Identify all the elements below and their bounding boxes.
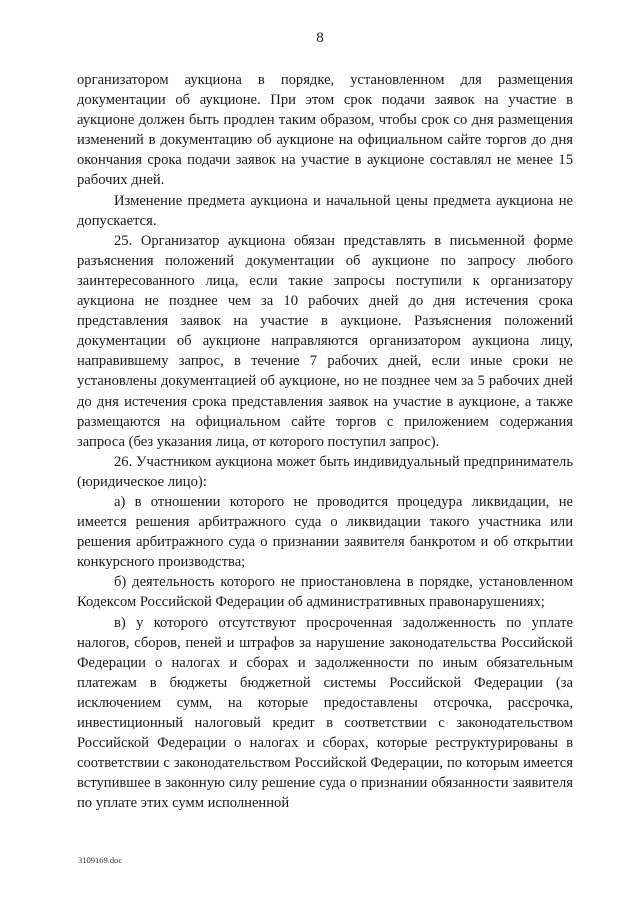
document-body: [77, 70, 573, 813]
paragraph-25: 25. Организатор аукциона обязан представлять в письменной форме разъяснения положений документации об аукционе по запросу любого заинтересованного лица, если такие запросы поступили к организатору аукциона не позднее чем за 10 рабочих дней до дня истечения срока представления заявок на участие в аукционе. Разъяснения положений документации об аукционе направляются организатором аукциона лицу, направившему запрос, в течение 7 рабочих дней, если иные сроки не установлены документацией об аукционе, но не позднее чем за 5 рабочих дней до дня истечения срока представления заявок на участие в аукционе, а также размещаются на официальном сайте торгов с приложением содержания запроса (без указания лица, от которого поступил запрос).: [77, 232, 573, 450]
paragraph-26-b: б) деятельность которого не приостановлена в порядке, установленном Кодексом Российской Федерации об административных правонарушениях;: [77, 574, 573, 611]
document-file-id: 3109169.doc: [78, 855, 123, 865]
paragraph-26-a: а) в отношении которого не проводится процедура ликвидации, не имеется решения арбитражного суда о ликвидации такого участника или решения арбитражного суда о признании заявителя банкротом и об открытии конкурсного производства;: [77, 493, 573, 571]
paragraph-change-restriction: Изменение предмета аукциона и начальной цены предмета аукциона не допускается.: [77, 192, 573, 229]
paragraph-continuation: организатором аукциона в порядке, установленном для размещения документации об аукционе. При этом срок подачи заявок на участие в аукционе должен быть продлен таким образом, чтобы срок со дня размещения изменений в документацию об аукционе на официальном сайте торгов до дня окончания срока подачи заявок на участие в аукционе составлял не менее 15 рабочих дней.: [77, 72, 573, 189]
paragraph-26-c: в) у которого отсутствуют просроченная задолженность по уплате налогов, сборов, пеней и штрафов за нарушение законодательства Российской Федерации о налогах и сборах и задолженности по иным обязательным платежам в бюджеты бюджетной системы Российской Федерации (за исключением сумм, на которые предоставлены отсрочка, рассрочка, инвестиционный налоговый кредит в соответствии с законодательством Российской Федерации о налогах и сборах, которые реструктурированы в соответствии с законодательством Российской Федерации, по которым имеется вступившее в законную силу решение суда о признании обязанности заявителя по уплате этих сумм исполненной: [77, 614, 573, 812]
paragraph-26: 26. Участником аукциона может быть индивидуальный предприниматель (юридическое лицо):: [77, 453, 573, 490]
page-number: 8: [316, 30, 324, 46]
